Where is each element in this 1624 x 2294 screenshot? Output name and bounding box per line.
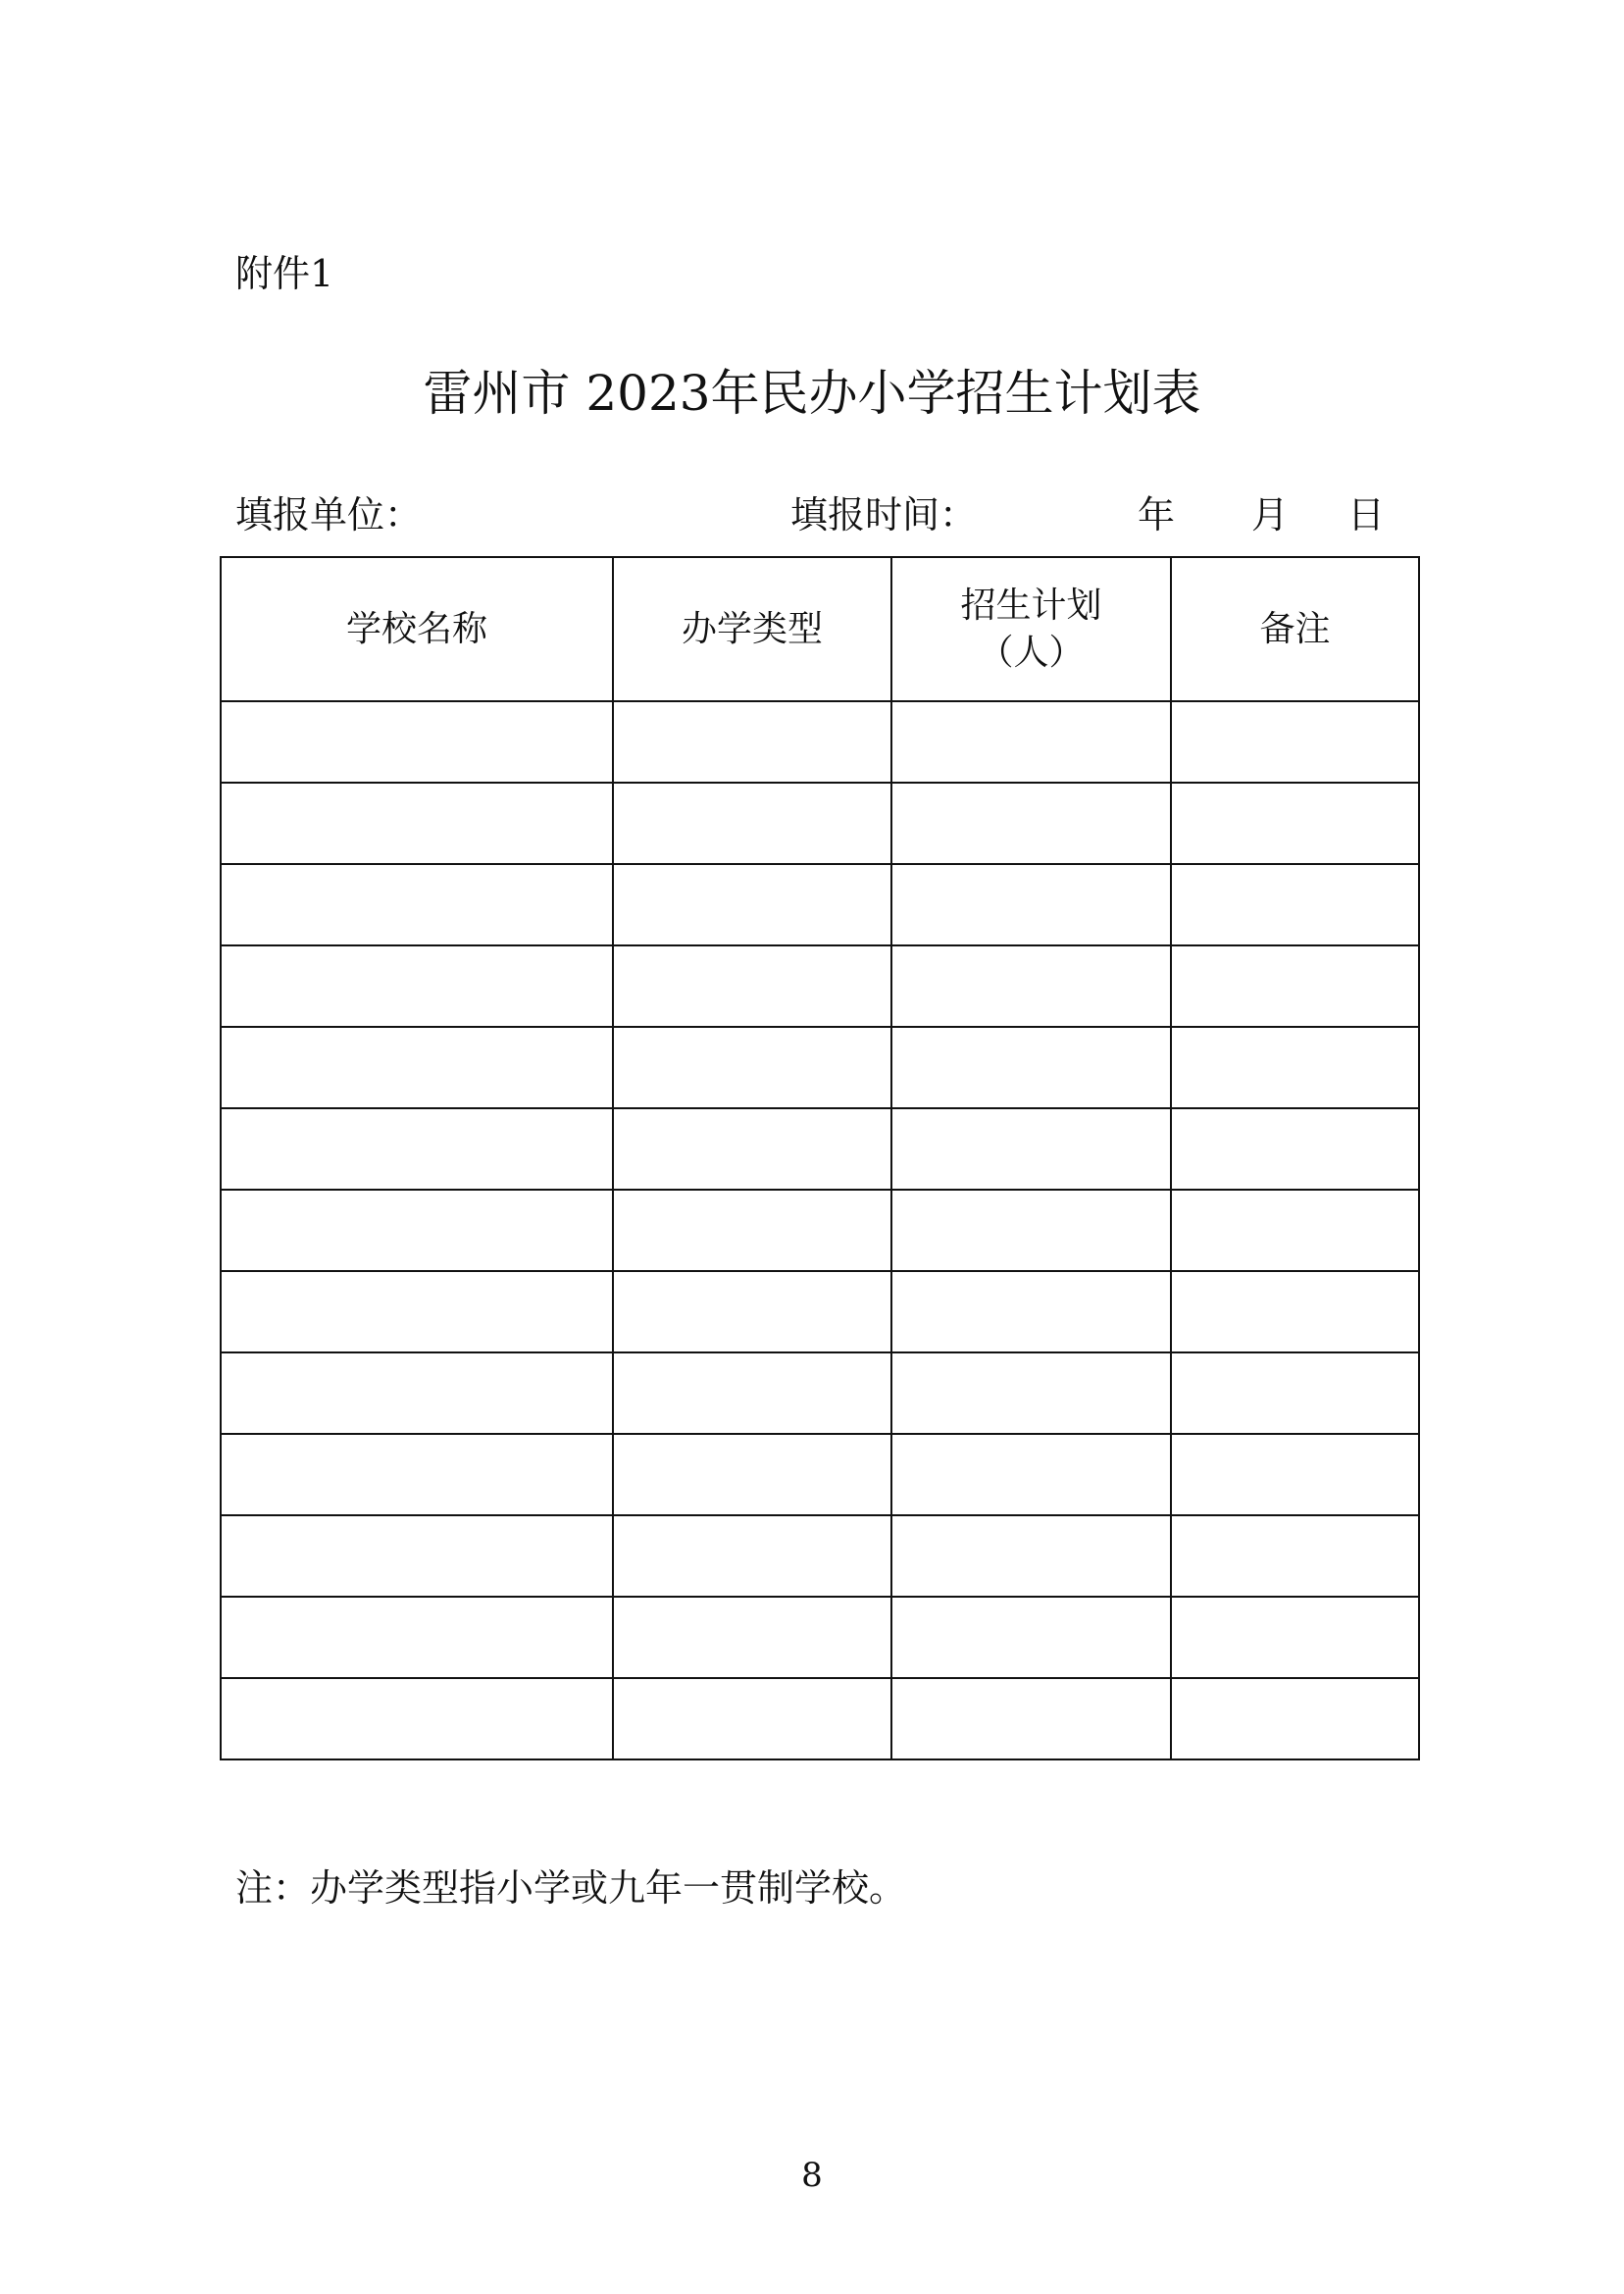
- cell-school-type[interactable]: [613, 1271, 891, 1352]
- header-enrollment-plan-unit: （人）: [978, 632, 1085, 673]
- table-row: [221, 783, 1419, 864]
- cell-school-type[interactable]: [613, 1108, 891, 1190]
- cell-remarks[interactable]: [1171, 1190, 1419, 1271]
- cell-school-type[interactable]: [613, 1190, 891, 1271]
- table-row: [221, 1271, 1419, 1352]
- day-label: 日: [1347, 493, 1386, 536]
- cell-school-name[interactable]: [221, 1434, 613, 1515]
- cell-remarks[interactable]: [1171, 1434, 1419, 1515]
- cell-remarks[interactable]: [1171, 1597, 1419, 1678]
- table-row: [221, 945, 1419, 1027]
- page-title: 雷州市 2023年民办小学招生计划表: [423, 365, 1201, 422]
- cell-school-name[interactable]: [221, 1352, 613, 1434]
- cell-enrollment-plan[interactable]: [891, 864, 1171, 945]
- cell-enrollment-plan[interactable]: [891, 1271, 1171, 1352]
- table-row: [221, 701, 1419, 783]
- cell-school-type[interactable]: [613, 783, 891, 864]
- attachment-label: 附件1: [235, 252, 334, 295]
- cell-school-name[interactable]: [221, 945, 613, 1027]
- cell-school-name[interactable]: [221, 701, 613, 783]
- cell-remarks[interactable]: [1171, 1352, 1419, 1434]
- filling-unit-label: 填报单位：: [235, 493, 423, 536]
- cell-enrollment-plan[interactable]: [891, 1678, 1171, 1759]
- cell-remarks[interactable]: [1171, 783, 1419, 864]
- cell-school-type[interactable]: [613, 1678, 891, 1759]
- cell-remarks[interactable]: [1171, 864, 1419, 945]
- footnote: 注：办学类型指小学或九年一贯制学校。: [235, 1866, 907, 1910]
- cell-school-type[interactable]: [613, 864, 891, 945]
- cell-enrollment-plan[interactable]: [891, 945, 1171, 1027]
- cell-enrollment-plan[interactable]: [891, 783, 1171, 864]
- cell-school-type[interactable]: [613, 1515, 891, 1597]
- table-row: [221, 1515, 1419, 1597]
- table-row: [221, 1352, 1419, 1434]
- page-number: 8: [801, 2156, 823, 2195]
- cell-enrollment-plan[interactable]: [891, 1027, 1171, 1108]
- cell-school-name[interactable]: [221, 1515, 613, 1597]
- table-row: [221, 1678, 1419, 1759]
- enrollment-plan-table: [220, 556, 1420, 1760]
- cell-school-name[interactable]: [221, 1678, 613, 1759]
- header-school-type: 办学类型: [613, 557, 891, 701]
- cell-remarks[interactable]: [1171, 1027, 1419, 1108]
- filling-time-label: 填报时间：: [790, 493, 978, 536]
- cell-school-type[interactable]: [613, 1434, 891, 1515]
- year-label: 年: [1138, 493, 1176, 536]
- table-row: [221, 864, 1419, 945]
- header-enrollment-plan-label: 招生计划: [960, 585, 1102, 626]
- cell-school-name[interactable]: [221, 1271, 613, 1352]
- cell-remarks[interactable]: [1171, 1108, 1419, 1190]
- table-row: [221, 1027, 1419, 1108]
- table-body: [221, 701, 1419, 1759]
- cell-school-name[interactable]: [221, 1597, 613, 1678]
- table-header-row: [221, 557, 1419, 701]
- month-label: 月: [1251, 493, 1290, 536]
- cell-school-type[interactable]: [613, 701, 891, 783]
- cell-enrollment-plan[interactable]: [891, 1108, 1171, 1190]
- cell-school-name[interactable]: [221, 864, 613, 945]
- table-row: [221, 1597, 1419, 1678]
- cell-enrollment-plan[interactable]: [891, 1597, 1171, 1678]
- cell-school-type[interactable]: [613, 945, 891, 1027]
- cell-remarks[interactable]: [1171, 1515, 1419, 1597]
- cell-school-name[interactable]: [221, 1108, 613, 1190]
- cell-remarks[interactable]: [1171, 701, 1419, 783]
- cell-remarks[interactable]: [1171, 945, 1419, 1027]
- cell-enrollment-plan[interactable]: [891, 1515, 1171, 1597]
- cell-enrollment-plan[interactable]: [891, 1434, 1171, 1515]
- cell-enrollment-plan[interactable]: [891, 1352, 1171, 1434]
- table-row: [221, 1108, 1419, 1190]
- table-row: [221, 1434, 1419, 1515]
- header-school-name: 学校名称: [221, 557, 613, 701]
- header-enrollment-plan: [891, 557, 1171, 701]
- cell-remarks[interactable]: [1171, 1271, 1419, 1352]
- header-remarks: 备注: [1171, 557, 1419, 701]
- cell-school-name[interactable]: [221, 1027, 613, 1108]
- cell-enrollment-plan[interactable]: [891, 701, 1171, 783]
- cell-remarks[interactable]: [1171, 1678, 1419, 1759]
- cell-school-name[interactable]: [221, 1190, 613, 1271]
- cell-enrollment-plan[interactable]: [891, 1190, 1171, 1271]
- cell-school-type[interactable]: [613, 1027, 891, 1108]
- cell-school-type[interactable]: [613, 1352, 891, 1434]
- cell-school-name[interactable]: [221, 783, 613, 864]
- cell-school-type[interactable]: [613, 1597, 891, 1678]
- table-row: [221, 1190, 1419, 1271]
